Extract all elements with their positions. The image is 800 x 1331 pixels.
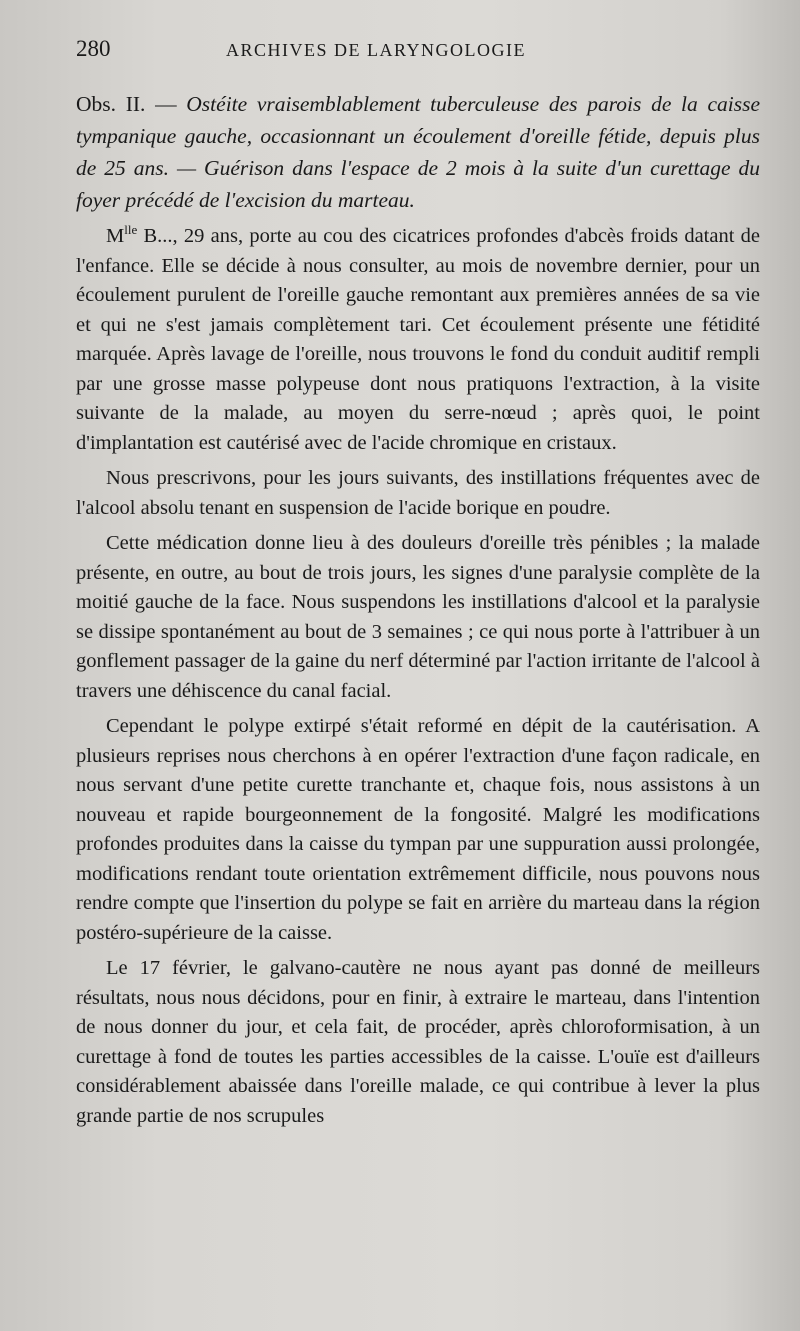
observation-dash: — <box>145 92 187 116</box>
paragraph-4: Cependant le polype extirpé s'était reformé en dépit de la cautérisation. A plusieurs reprises nous cherchons à en opérer l'extraction d'une façon radicale, en nous servant d'une petite curette tranchante et, chaque fois, nous assistons à un nouveau et rapide bourgeonnement de la fongosité. Malgré les modifications profondes produites dans la caisse du tympan par une suppuration aussi prolongée, modifications rendant toute orientation extrêmement difficile, nous pouvons nous rendre compte que l'insertion du polype se fait en arrière du marteau dans la région postéro-supérieure de la caisse. <box>76 715 760 944</box>
paragraph-1 <box>76 222 760 458</box>
observation-title: Ostéite vraisemblablement tuberculeuse des parois de la caisse tympanique gauche, occasionnant un écoulement d'oreille fétide, depuis plus de 25 ans. — Guérison dans l'espace de 2 mois à la suite d'un curettage du foyer précédé de l'excision du marteau. <box>76 92 761 212</box>
running-head <box>76 36 760 76</box>
paragraph-2: Nous prescrivons, pour les jours suivants, des instillations fréquentes avec de l'alcool absolu tenant en suspension de l'acide borique en poudre. <box>76 467 760 519</box>
patient-prefix-sup: lle <box>124 222 138 238</box>
observation-heading <box>76 88 760 216</box>
patient-prefix: M <box>106 225 125 247</box>
running-title: ARCHIVES DE LARYNGOLOGIE <box>226 40 526 60</box>
paragraph-5: Le 17 février, le galvano-cautère ne nous ayant pas donné de meilleurs résultats, nous nous décidons, pour en finir, à extraire le marteau, dans l'intention de nous donner du jour, et cela fait, de procéder, après chloroformisation, à un curettage à fond de toutes les parties accessibles de la caisse. L'ouïe est d'ailleurs considérablement abaissée dans l'oreille malade, ce qui contribue à lever la plus grande partie de nos scrupules <box>76 957 760 1127</box>
observation-label: Obs. II. <box>76 92 146 116</box>
paragraph-3: Cette médication donne lieu à des douleurs d'oreille très pénibles ; la malade présente, en outre, au bout de trois jours, les signes d'une paralysie complète de la moitié gauche de la face. Nous suspendons les instillations d'alcool et la paralysie se dissipe spontanément au bout de 3 semaines ; ce qui nous porte à l'attribuer à un gonflement passager de la gaine du nerf déterminé par l'action irritante de l'alcool à travers une déhiscence du canal facial. <box>76 532 760 702</box>
paragraph-1-text: B..., 29 ans, porte au cou des cicatrices profondes d'abcès froids datant de l'enfance. Elle se décide à nous consulter, au mois de novembre dernier, pour un écoulement purulent de l'oreille gauche remontant aux premières années de sa vie et qui ne s'est jamais complètement tari. Cet écoulement présente une fétidité marquée. Après lavage de l'oreille, nous trouvons le fond du conduit auditif rempli par une grosse masse polypeuse dont nous pratiquons l'extraction, à la visite suivante de la malade, au moyen du serre-nœud ; après quoi, le point d'implantation est cautérisé avec de l'acide chromique en cristaux. <box>76 225 760 454</box>
page-number: 280 <box>76 36 111 61</box>
